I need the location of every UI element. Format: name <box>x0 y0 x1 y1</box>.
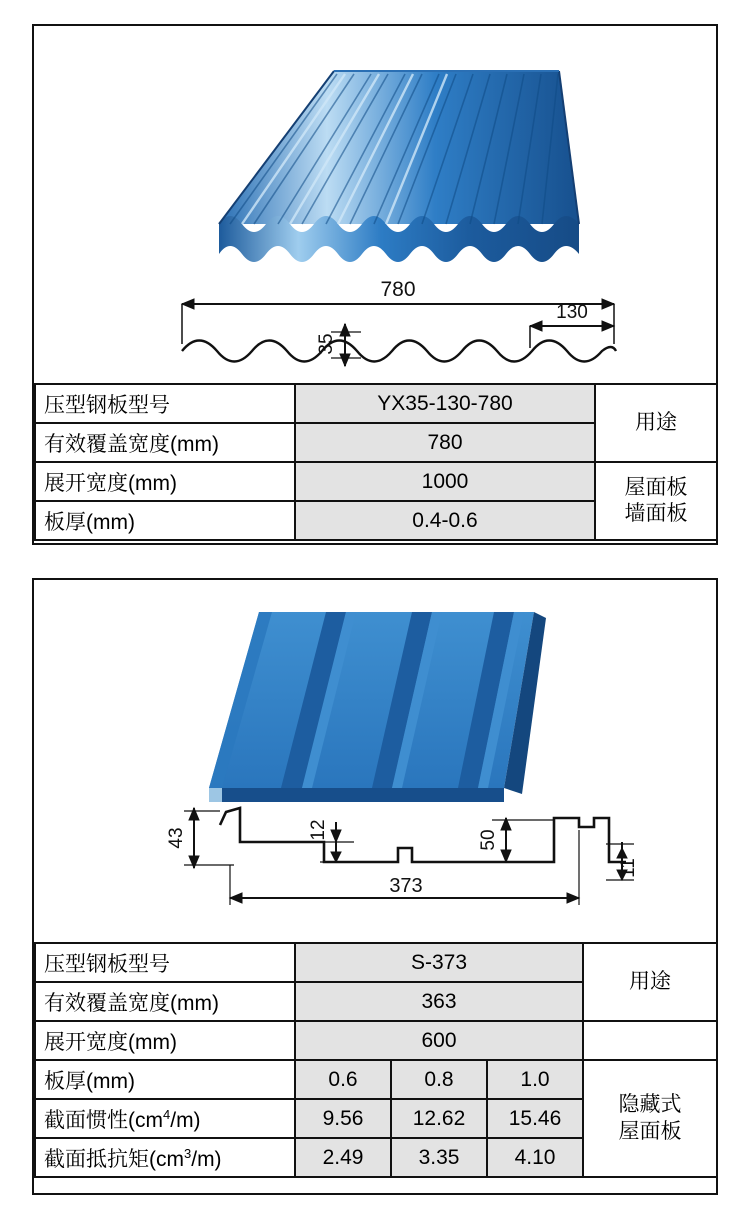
label-rib-height: 50 <box>478 829 499 851</box>
sheet-body <box>219 71 579 262</box>
cell-use-value <box>583 1060 717 1177</box>
label-tail: /m) <box>170 1108 201 1132</box>
cell-value: 780 <box>295 423 595 462</box>
cell-value: 0.8 <box>391 1060 487 1099</box>
cell-value: 2.49 <box>295 1138 391 1177</box>
cell-label <box>35 1099 295 1138</box>
cell-label: 展开宽度(mm) <box>35 1021 295 1060</box>
cell-use-header: 用途 <box>595 384 717 462</box>
cell-label: 展开宽度(mm) <box>35 462 295 501</box>
cell-label: 板厚(mm) <box>35 501 295 540</box>
panel-body <box>209 612 546 802</box>
corrugated-sheet-illustration <box>34 26 716 383</box>
cell-label: 压型钢板型号 <box>35 943 295 982</box>
product-card-2 <box>32 578 718 1195</box>
cell-use-header: 用途 <box>583 943 717 1021</box>
cell-value: 12.62 <box>391 1099 487 1138</box>
cell-value: 9.56 <box>295 1099 391 1138</box>
cell-value: 3.35 <box>391 1138 487 1177</box>
cell-value: 4.10 <box>487 1138 583 1177</box>
product-1-figure <box>34 26 716 383</box>
dimension-rib-height <box>492 818 554 862</box>
table-row <box>35 1021 717 1060</box>
label-main: 截面抵抗矩(cm <box>44 1147 184 1171</box>
cell-use-spacer <box>583 1021 717 1060</box>
label-base-width: 373 <box>389 875 423 897</box>
cell-value: S-373 <box>295 943 583 982</box>
label-total-width: 780 <box>380 278 416 301</box>
cell-value: 363 <box>295 982 583 1021</box>
use-line-1: 隐藏式 <box>618 1093 682 1117</box>
wave-profile <box>182 341 616 362</box>
use-line-2: 墙面板 <box>624 502 688 525</box>
label-height: 35 <box>316 333 337 355</box>
cell-label: 压型钢板型号 <box>35 384 295 423</box>
label-left-height: 43 <box>166 827 187 849</box>
cell-value: 0.6 <box>295 1060 391 1099</box>
label-sup: 3 <box>184 1145 192 1161</box>
table-row <box>35 943 717 982</box>
label-tail: /m) <box>191 1147 222 1171</box>
cell-label <box>35 1138 295 1177</box>
cell-value: 1.0 <box>487 1060 583 1099</box>
product-card-1 <box>32 24 718 545</box>
cell-value: 0.4-0.6 <box>295 501 595 540</box>
table-row <box>35 462 717 501</box>
hidden-fastener-sheet-illustration <box>34 580 716 942</box>
label-main: 截面惯性(cm <box>44 1108 163 1132</box>
product-2-figure <box>34 580 716 942</box>
dimension-left-height <box>184 808 234 868</box>
cell-label: 有效覆盖宽度(mm) <box>35 423 295 462</box>
label-lip-height: 11 <box>618 858 639 878</box>
product-1-spec-table <box>34 383 718 541</box>
cross-section-profile <box>220 808 626 862</box>
use-line-1: 屋面板 <box>624 475 688 499</box>
table-row <box>35 1060 717 1099</box>
cell-value: 600 <box>295 1021 583 1060</box>
cell-value: YX35-130-780 <box>295 384 595 423</box>
dimension-pitch <box>530 321 614 348</box>
product-2-spec-table <box>34 942 718 1178</box>
use-line-2: 屋面板 <box>618 1119 682 1143</box>
cell-label: 有效覆盖宽度(mm) <box>35 982 295 1021</box>
table-row <box>35 384 717 423</box>
cell-value: 1000 <box>295 462 595 501</box>
label-step-height: 12 <box>308 819 329 841</box>
cell-use-value <box>595 462 717 540</box>
cell-label: 板厚(mm) <box>35 1060 295 1099</box>
dimension-total-width <box>182 299 614 344</box>
label-sup: 4 <box>163 1106 171 1122</box>
cell-value: 15.46 <box>487 1099 583 1138</box>
label-pitch: 130 <box>556 302 588 323</box>
